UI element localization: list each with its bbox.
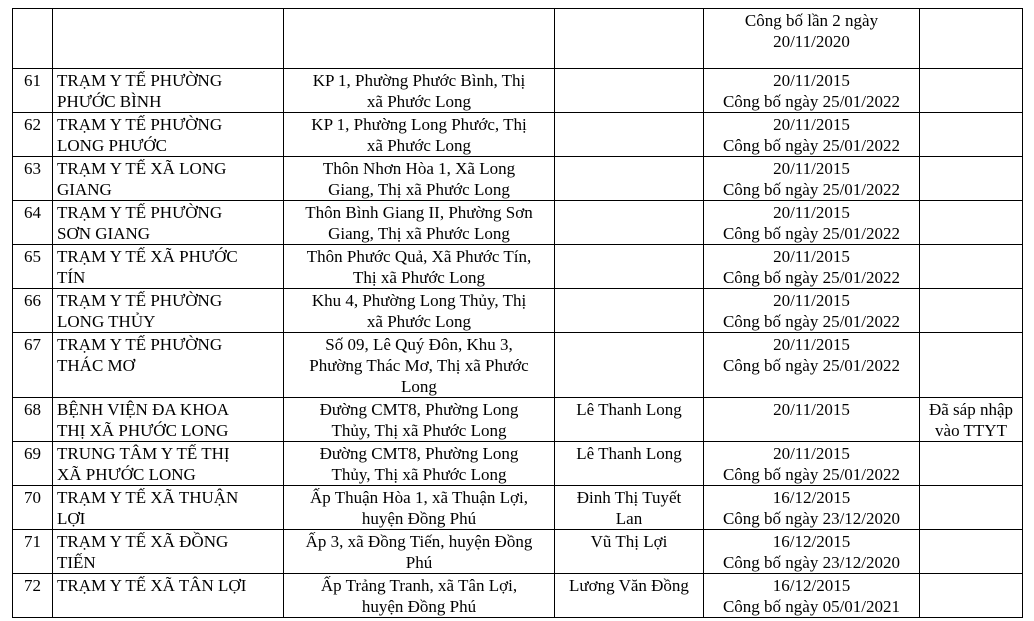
address-line-3: Long	[401, 377, 437, 396]
table-row	[13, 442, 1023, 486]
address-cell	[284, 245, 555, 289]
date-cell	[704, 333, 920, 398]
note-cell	[920, 69, 1023, 113]
table-row	[13, 69, 1023, 113]
date-cell	[704, 245, 920, 289]
date-line-2: Công bố ngày 05/01/2021	[722, 597, 901, 616]
table-row	[13, 157, 1023, 201]
table-row	[13, 245, 1023, 289]
table-row	[13, 289, 1023, 333]
table-row	[13, 486, 1023, 530]
name-cell	[53, 289, 284, 333]
note-cell	[920, 245, 1023, 289]
name-cell	[53, 9, 284, 69]
person-cell	[555, 157, 704, 201]
note-line-2: vào TTYT	[935, 421, 1007, 440]
date-line-1: 20/11/2015	[773, 71, 850, 90]
note-cell	[920, 442, 1023, 486]
stt-line-1: 62	[24, 115, 41, 134]
stt-line-1: 63	[24, 159, 41, 178]
person-cell	[555, 486, 704, 530]
note-cell	[920, 574, 1023, 618]
date-line-2: Công bố ngày 25/01/2022	[722, 268, 901, 287]
address-cell	[284, 289, 555, 333]
address-line-1: Ấp Trảng Tranh, xã Tân Lợi,	[320, 576, 518, 595]
date-line-1: 16/12/2015	[772, 488, 851, 507]
name-line-2: THỊ XÃ PHƯỚC LONG	[57, 421, 229, 440]
person-cell	[555, 9, 704, 69]
address-line-2: xã Phước Long	[366, 136, 472, 155]
date-cell	[704, 289, 920, 333]
person-cell	[555, 245, 704, 289]
name-line-1: TRẠM Y TẾ PHƯỜNG	[57, 335, 223, 354]
name-line-1: TRẠM Y TẾ PHƯỜNG	[57, 203, 223, 222]
stt-cell	[13, 398, 53, 442]
address-line-2: xã Phước Long	[366, 92, 472, 111]
date-line-1: 16/12/2015	[772, 532, 851, 551]
note-cell	[920, 9, 1023, 69]
address-cell	[284, 333, 555, 398]
date-cell	[704, 530, 920, 574]
stt-cell	[13, 69, 53, 113]
note-cell	[920, 486, 1023, 530]
address-line-2: xã Phước Long	[366, 312, 472, 331]
date-line-1: 20/11/2015	[773, 247, 850, 266]
name-line-1: TRẠM Y TẾ XÃ TÂN LỢI	[57, 576, 247, 595]
address-line-1: Ấp Thuận Hòa 1, xã Thuận Lợi,	[310, 488, 528, 507]
date-line-1: 20/11/2015	[773, 203, 850, 222]
address-cell	[284, 69, 555, 113]
date-cell	[704, 69, 920, 113]
date-line-2: Công bố ngày 25/01/2022	[722, 224, 901, 243]
address-line-1: Số 09, Lê Quý Đôn, Khu 3,	[325, 335, 513, 354]
date-line-1: 20/11/2015	[773, 400, 850, 419]
address-line-1: Đường CMT8, Phường Long	[319, 444, 519, 463]
date-line-1: Công bố lần 2 ngày	[744, 11, 879, 30]
name-line-2: THÁC MƠ	[57, 356, 135, 375]
note-cell	[920, 530, 1023, 574]
table-row	[13, 113, 1023, 157]
date-cell	[704, 157, 920, 201]
address-line-2: Phú	[405, 553, 433, 572]
address-line-2: Giang, Thị xã Phước Long	[328, 224, 510, 243]
name-line-1: TRẠM Y TẾ XÃ ĐỒNG	[57, 532, 229, 551]
person-cell	[555, 201, 704, 245]
person-line-1: Lê Thanh Long	[576, 400, 682, 419]
stt-cell	[13, 245, 53, 289]
stt-cell	[13, 289, 53, 333]
address-line-1: Ấp 3, xã Đồng Tiến, huyện Đồng	[305, 532, 533, 551]
date-line-1: 20/11/2015	[773, 115, 850, 134]
person-cell	[555, 574, 704, 618]
person-cell	[555, 530, 704, 574]
date-cell	[704, 574, 920, 618]
date-line-2: Công bố ngày 25/01/2022	[722, 136, 901, 155]
address-cell	[284, 157, 555, 201]
address-line-2: Giang, Thị xã Phước Long	[328, 180, 510, 199]
name-cell	[53, 442, 284, 486]
name-cell	[53, 333, 284, 398]
name-cell	[53, 398, 284, 442]
name-line-1: TRẠM Y TẾ PHƯỜNG	[57, 71, 223, 90]
address-line-2: huyện Đồng Phú	[361, 509, 477, 528]
note-line-1: Đã sáp nhập	[928, 400, 1014, 419]
stt-cell	[13, 530, 53, 574]
address-cell	[284, 486, 555, 530]
name-line-2: SƠN GIANG	[57, 224, 151, 243]
person-line-1: Lê Thanh Long	[576, 444, 682, 463]
date-cell	[704, 398, 920, 442]
date-cell	[704, 113, 920, 157]
address-line-1: Thôn Nhơn Hòa 1, Xã Long	[322, 159, 516, 178]
table-row	[13, 333, 1023, 398]
name-line-2: PHƯỚC BÌNH	[57, 92, 162, 111]
date-line-2: Công bố ngày 25/01/2022	[722, 356, 901, 375]
stt-cell	[13, 9, 53, 69]
name-cell	[53, 530, 284, 574]
address-cell	[284, 398, 555, 442]
note-cell	[920, 157, 1023, 201]
date-line-1: 20/11/2015	[773, 291, 850, 310]
date-line-2: Công bố ngày 25/01/2022	[722, 180, 901, 199]
stt-cell	[13, 113, 53, 157]
date-line-2: Công bố ngày 25/01/2022	[722, 92, 901, 111]
stt-line-1: 72	[24, 576, 41, 595]
name-cell	[53, 113, 284, 157]
address-line-2: Thủy, Thị xã Phước Long	[331, 421, 507, 440]
date-line-1: 20/11/2015	[773, 444, 850, 463]
stt-cell	[13, 333, 53, 398]
address-cell	[284, 9, 555, 69]
name-line-1: TRẠM Y TẾ XÃ THUẬN	[57, 488, 239, 507]
address-line-2: Thủy, Thị xã Phước Long	[331, 465, 507, 484]
address-cell	[284, 530, 555, 574]
table-row	[13, 9, 1023, 69]
name-line-2: TIẾN	[57, 553, 96, 572]
stt-line-1: 67	[24, 335, 41, 354]
person-line-1: Lương Văn Đồng	[569, 576, 689, 595]
address-cell	[284, 574, 555, 618]
address-line-1: Khu 4, Phường Long Thủy, Thị	[311, 291, 527, 310]
address-cell	[284, 201, 555, 245]
stt-cell	[13, 486, 53, 530]
date-line-2: 20/11/2020	[773, 32, 850, 51]
name-line-2: LONG PHƯỚC	[57, 136, 168, 155]
table-row	[13, 398, 1023, 442]
table-body	[13, 9, 1023, 618]
address-line-1: KP 1, Phường Long Phước, Thị	[311, 115, 527, 134]
address-line-1: Đường CMT8, Phường Long	[319, 400, 519, 419]
name-cell	[53, 245, 284, 289]
table-row	[13, 530, 1023, 574]
name-line-2: GIANG	[57, 180, 112, 199]
date-cell	[704, 201, 920, 245]
note-cell	[920, 398, 1023, 442]
stt-line-1: 69	[24, 444, 41, 463]
address-cell	[284, 442, 555, 486]
date-line-1: 20/11/2015	[773, 335, 850, 354]
address-line-2: huyện Đồng Phú	[361, 597, 477, 616]
person-cell	[555, 113, 704, 157]
note-cell	[920, 333, 1023, 398]
name-line-2: TÍN	[57, 268, 86, 287]
name-cell	[53, 69, 284, 113]
person-cell	[555, 398, 704, 442]
date-cell	[704, 9, 920, 69]
address-cell	[284, 113, 555, 157]
note-cell	[920, 289, 1023, 333]
table-row	[13, 201, 1023, 245]
facility-table	[12, 8, 1023, 618]
stt-line-1: 61	[24, 71, 41, 90]
name-cell	[53, 574, 284, 618]
name-line-2: XÃ PHƯỚC LONG	[57, 465, 196, 484]
person-line-2: Lan	[615, 509, 643, 528]
name-line-1: TRẠM Y TẾ PHƯỜNG	[57, 115, 223, 134]
stt-cell	[13, 442, 53, 486]
name-line-1: TRẠM Y TẾ XÃ PHƯỚC	[57, 247, 238, 266]
name-cell	[53, 486, 284, 530]
date-cell	[704, 486, 920, 530]
stt-cell	[13, 201, 53, 245]
date-line-2: Công bố ngày 25/01/2022	[722, 465, 901, 484]
person-line-1: Vũ Thị Lợi	[590, 532, 668, 551]
name-cell	[53, 201, 284, 245]
stt-cell	[13, 157, 53, 201]
stt-cell	[13, 574, 53, 618]
name-line-1: BỆNH VIỆN ĐA KHOA	[57, 400, 230, 419]
stt-line-1: 65	[24, 247, 41, 266]
name-line-2: LONG THỦY	[57, 312, 156, 331]
note-cell	[920, 113, 1023, 157]
address-line-2: Phường Thác Mơ, Thị xã Phước	[309, 356, 529, 375]
name-line-2: LỢI	[57, 509, 86, 528]
person-line-1: Đinh Thị Tuyết	[576, 488, 682, 507]
stt-line-1: 68	[24, 400, 41, 419]
name-line-1: TRẠM Y TẾ PHƯỜNG	[57, 291, 223, 310]
name-line-1: TRẠM Y TẾ XÃ LONG	[57, 159, 227, 178]
person-cell	[555, 442, 704, 486]
stt-line-1: 71	[24, 532, 41, 551]
date-line-1: 16/12/2015	[772, 576, 851, 595]
stt-line-1: 70	[24, 488, 41, 507]
person-cell	[555, 289, 704, 333]
note-cell	[920, 201, 1023, 245]
address-line-1: Thôn Bình Giang II, Phường Sơn	[305, 203, 533, 222]
address-line-1: Thôn Phước Quả, Xã Phước Tín,	[306, 247, 532, 266]
date-cell	[704, 442, 920, 486]
date-line-2: Công bố ngày 25/01/2022	[722, 312, 901, 331]
date-line-2: Công bố ngày 23/12/2020	[722, 509, 901, 528]
person-cell	[555, 333, 704, 398]
person-cell	[555, 69, 704, 113]
name-line-1: TRUNG TÂM Y TẾ THỊ	[57, 444, 230, 463]
date-line-1: 20/11/2015	[773, 159, 850, 178]
address-line-1: KP 1, Phường Phước Bình, Thị	[312, 71, 526, 90]
table-row	[13, 574, 1023, 618]
address-line-2: Thị xã Phước Long	[353, 268, 485, 287]
date-line-2: Công bố ngày 23/12/2020	[722, 553, 901, 572]
name-cell	[53, 157, 284, 201]
stt-line-1: 64	[24, 203, 41, 222]
stt-line-1: 66	[24, 291, 41, 310]
